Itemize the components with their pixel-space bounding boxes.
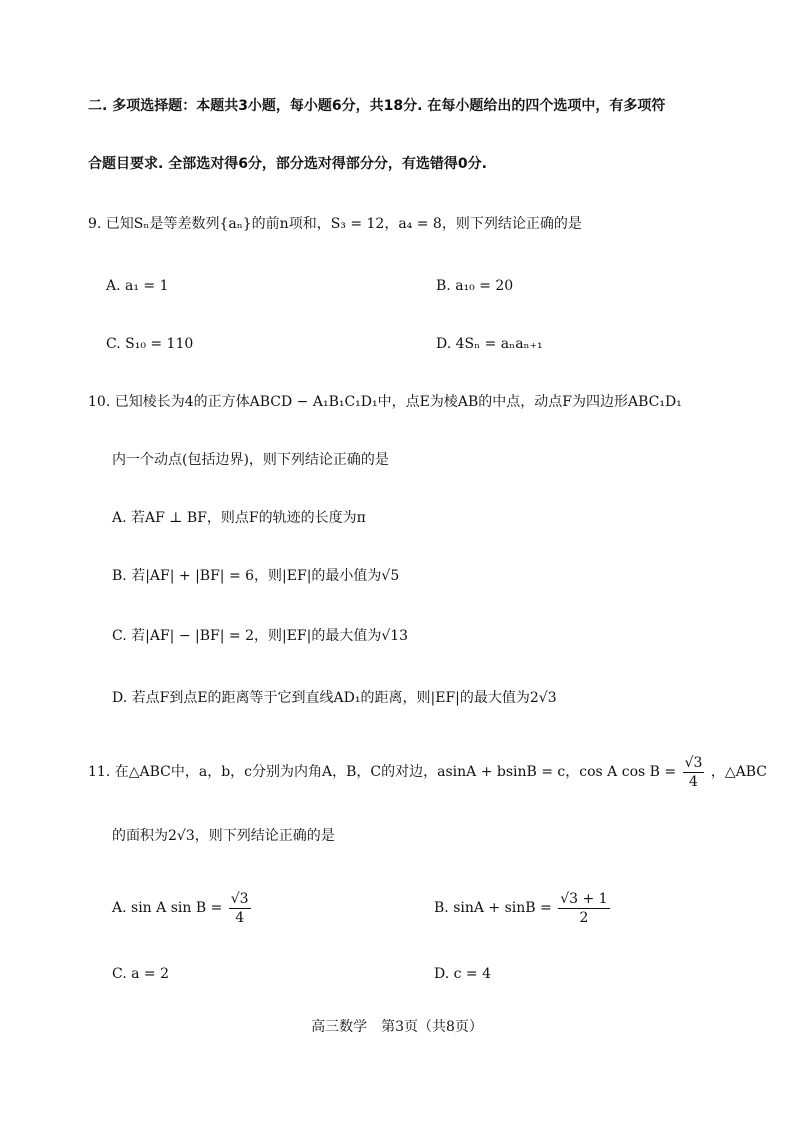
question-9-option-c: C. S₁₀ = 110 bbox=[106, 336, 194, 352]
fraction-denominator: 4 bbox=[689, 773, 698, 790]
section-instructions-line-2: 合题目要求. 全部选对得6分，部分选对得部分分，有选错得0分. bbox=[88, 156, 487, 172]
question-11-option-a bbox=[112, 886, 253, 930]
fraction-numerator: √3 bbox=[684, 754, 703, 771]
fraction-denominator: 2 bbox=[579, 909, 589, 926]
question-10-option-b: B. 若|AF| + |BF| = 6，则|EF|的最小值为√5 bbox=[112, 568, 400, 584]
question-10-option-a: A. 若AF ⊥ BF，则点F的轨迹的长度为π bbox=[112, 510, 366, 526]
question-11-stem-text: 11. 在△ABC中，a，b，c分别为内角A，B，C的对边，asinA + bsinB = c，cos A cos B = bbox=[88, 764, 677, 780]
question-10-option-c: C. 若|AF| − |BF| = 2，则|EF|的最大值为√13 bbox=[112, 628, 409, 644]
option-a-text: A. sin A sin B = bbox=[112, 900, 223, 916]
fraction-denominator: 4 bbox=[235, 909, 245, 926]
question-11-stem-line-1 bbox=[88, 750, 767, 794]
question-11-stem-fraction bbox=[683, 754, 705, 791]
question-10-option-d: D. 若点F到点E的距离等于它到直线AD₁的距离，则|EF|的最大值为2√3 bbox=[112, 690, 557, 706]
section-instructions-line-1: 二. 多项选择题：本题共3小题，每小题6分，共18分. 在每小题给出的四个选项中，有多项符 bbox=[88, 98, 666, 114]
option-b-text: B. sinA + sinB = bbox=[434, 900, 552, 916]
question-11-option-c: C. a = 2 bbox=[112, 966, 169, 982]
question-9-option-b: B. a₁₀ = 20 bbox=[436, 278, 514, 294]
fraction-numerator: √3 bbox=[230, 890, 249, 907]
option-a-fraction bbox=[229, 890, 251, 927]
question-10-stem-line-2: 内一个动点(包括边界)，则下列结论正确的是 bbox=[112, 452, 389, 468]
question-10-stem-line-1: 10. 已知棱长为4的正方体ABCD − A₁B₁C₁D₁中，点E为棱AB的中点，动点F为四边形ABC₁D₁ bbox=[88, 394, 682, 410]
question-9-option-d: D. 4Sₙ = aₙaₙ₊₁ bbox=[436, 336, 543, 352]
question-9-option-a: A. a₁ = 1 bbox=[106, 278, 169, 294]
question-11-option-b bbox=[434, 886, 612, 930]
option-b-fraction bbox=[558, 890, 609, 927]
page-footer: 高三数学 第3页（共8页） bbox=[311, 1019, 483, 1035]
question-11-stem-line-2: 的面积为2√3，则下列结论正确的是 bbox=[112, 828, 335, 844]
fraction-numerator: √3 + 1 bbox=[560, 890, 608, 907]
question-11-option-d: D. c = 4 bbox=[434, 966, 492, 982]
question-9-stem: 9. 已知Sₙ是等差数列{aₙ}的前n项和，S₃ = 12，a₄ = 8，则下列结论正确的是 bbox=[88, 216, 582, 232]
question-11-stem-text-end: ，△ABC bbox=[710, 764, 767, 780]
